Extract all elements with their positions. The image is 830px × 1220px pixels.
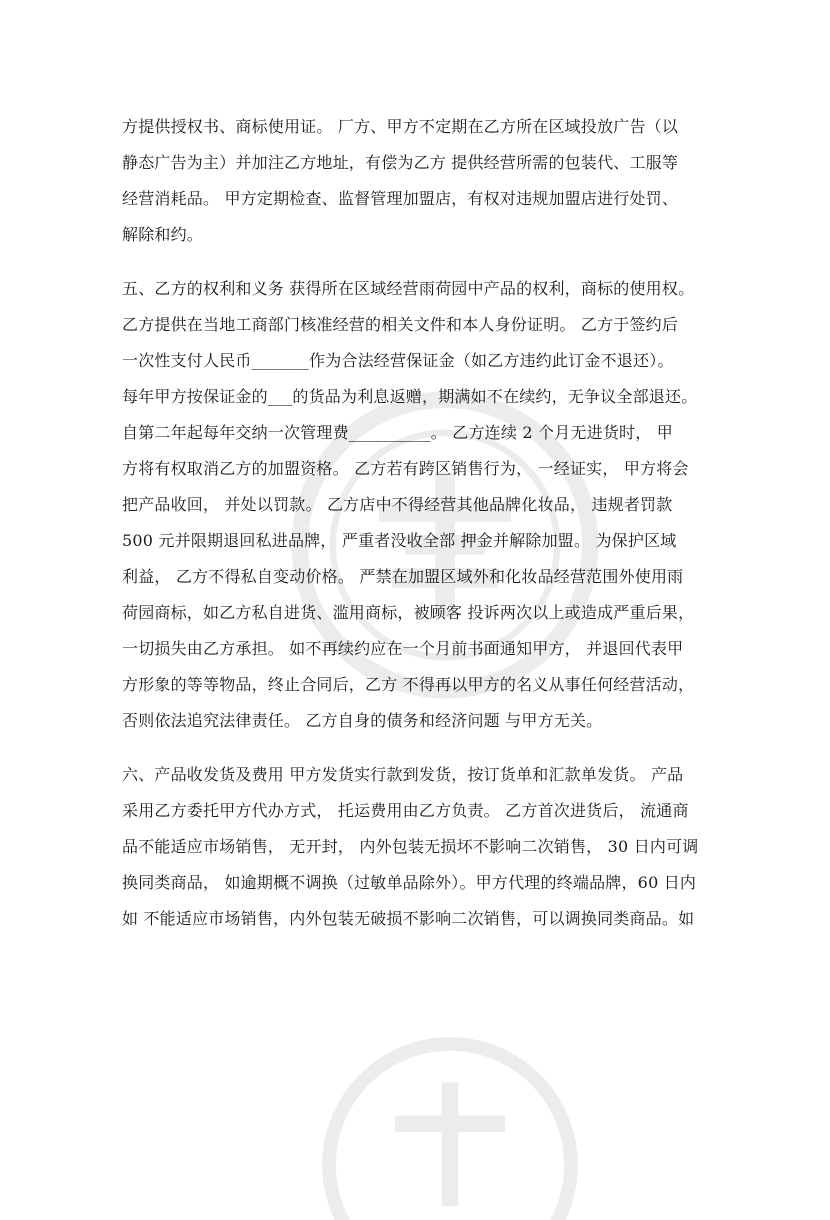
text-line: 方形象的等等物品，终止合同后，乙方 不得再以甲方的名义从事任何经营活动， (122, 675, 695, 694)
text-line: 500 元并限期退回私进品牌， 严重者没收全部 押金并解除加盟。 为保护区域 (122, 531, 677, 550)
text-line: 一切损失由乙方承担。 如不再续约应在一个月前书面通知甲方， 并退回代表甲 (122, 639, 684, 658)
text-line: 静态广告为主）并加注乙方地址，有偿为乙方 提供经营所需的包装代、工服等 (122, 153, 679, 172)
watermark-seal-icon (300, 1000, 600, 1220)
text-line: 自第二年起每年交纳一次管理费__________。 乙方连续 2 个月无进货时， 甲 (122, 423, 673, 442)
text-line: 解除和约。 (122, 225, 204, 244)
text-line: 采用乙方委托甲方代办方式， 托运费用由乙方负责。 乙方首次进货后， 流通商 (122, 801, 689, 820)
section-heading-line: 六、产品收发货及费用 甲方发货实行款到发货，按订货单和汇款单发货。 产品 (122, 765, 684, 784)
text-line: 利益， 乙方不得私自变动价格。 严禁在加盟区域外和化妆品经营范围外使用雨 (122, 567, 684, 586)
text-line: 乙方提供在当地工商部门核准经营的相关文件和本人身份证明。 乙方于签约后 (122, 315, 679, 334)
text-line: 方将有权取消乙方的加盟资格。 乙方若有跨区销售行为， 一经证实， 甲方将会 (122, 459, 689, 478)
text-line: 品不能适应市场销售， 无开封， 内外包装无损坏不影响二次销售， 30 日内可调 (122, 837, 699, 856)
text-line: 方提供授权书、商标使用证。 厂方、甲方不定期在乙方所在区域投放广告（以 (122, 117, 679, 136)
text-line: 把产品收回， 并处以罚款。 乙方店中不得经营其他品牌化妆品， 违规者罚款 (122, 495, 673, 514)
text-line: 换同类商品， 如逾期概不调换（过敏单品除外）。甲方代理的终端品牌，60 日内 (122, 873, 697, 892)
text-line: 否则依法追究法律责任。 乙方自身的债务和经济问题 与甲方无关。 (122, 711, 603, 730)
text-line: 经营消耗品。 甲方定期检查、监督管理加盟店，有权对违规加盟店进行处罚、 (122, 189, 679, 208)
text-line: 荷园商标，如乙方私自进货、滥用商标，被顾客 投诉两次以上或造成严重后果， (122, 603, 695, 622)
text-line: 一次性支付人民币_______作为合法经营保证金（如乙方违约此订金不退还）。 (122, 351, 674, 370)
section-heading-line: 五、乙方的权利和义务 获得所在区域经营雨荷园中产品的权利，商标的使用权。 (122, 279, 695, 298)
text-line: 如 不能适应市场销售，内外包装无破损不影响二次销售，可以调换同类商品。如 (122, 909, 695, 928)
text-line: 每年甲方按保证金的___的货品为利息返赠，期满如不在续约，无争议全部退还。 (122, 387, 698, 406)
